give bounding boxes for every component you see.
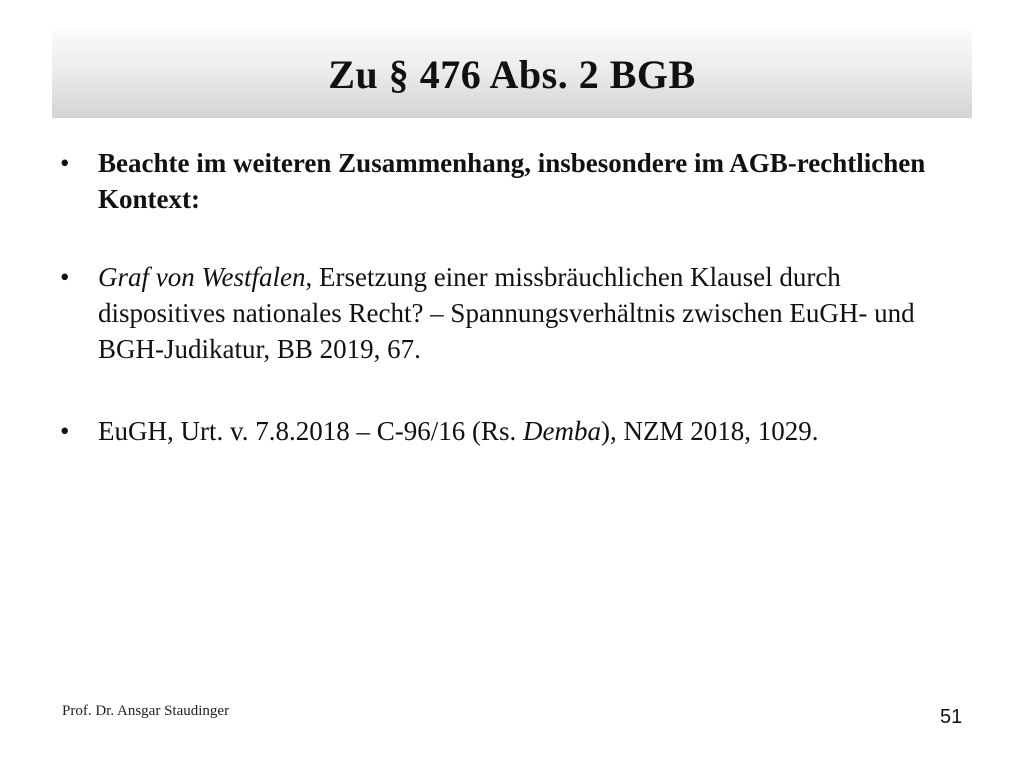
bullet-text-1: Beachte im weiteren Zusammenhang, insbesondere im AGB-rechtlichen Kontext: bbox=[98, 148, 926, 214]
bullet-item-3 bbox=[60, 413, 960, 449]
citation-before: EuGH, Urt. v. 7.8.2018 – C-96/16 (Rs. bbox=[98, 416, 523, 446]
bullet-glyph: • bbox=[60, 416, 70, 446]
bullet-text-3 bbox=[98, 413, 960, 449]
title-bar bbox=[52, 30, 972, 118]
footer-author: Prof. Dr. Ansgar Staudinger bbox=[62, 703, 230, 719]
slide-content bbox=[60, 145, 960, 449]
bullet-glyph: • bbox=[60, 262, 70, 292]
bullet-item-2 bbox=[60, 259, 960, 367]
citation-author: Graf von Westfalen bbox=[98, 262, 306, 292]
bullet-text-2 bbox=[98, 259, 960, 367]
citation-rest: , Ersetzung einer missbräuchlichen Klausel durch dispositives nationales Recht? – Spannungsverhältnis zwischen EuGH- und BGH-Judikatur, BB 2019, 67. bbox=[98, 262, 915, 364]
bullet-item-1 bbox=[60, 145, 960, 217]
case-name: Demba bbox=[523, 416, 601, 446]
bullet-glyph: • bbox=[60, 148, 70, 178]
page-number: 51 bbox=[940, 706, 963, 728]
citation-after: ), NZM 2018, 1029. bbox=[600, 416, 819, 446]
slide-title: Zu § 476 Abs. 2 BGB bbox=[328, 51, 696, 97]
